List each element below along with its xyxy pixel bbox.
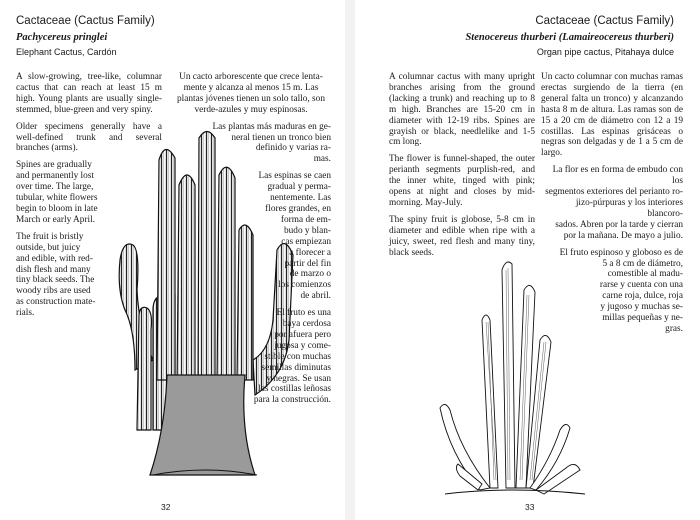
common-name: Elephant Cactus, Cardón [16,47,117,57]
paragraph: Las espinas se caen gradual y perma- nentemente. Las flores grandes, en forma de em- budo y blan- cas empiezan a florecer a partir del fin de marzo o los comienzos de abril. [258,171,331,302]
spanish-text-column [171,72,331,412]
common-name: Organ pipe cactus, Pitahaya dulce [536,47,674,57]
paragraph: A slow-growing, tree-like, columnar cactus that can reach at least 15 m high. Young plants are usually single-stemmed, blue-green and very spiny. [16,72,162,115]
paragraph: Un cacto columnar con muchas ramas erectas surgiendo de la tierra (en general falta un tronco) y alcanzando hasta 8 m de altura. Las ramas son de 15 a 20 cm de diámetro con 12 a 19 costillas. Las espinas grisáceas o negras son delgadas y de 1 a 5 cm de largo. [541,72,683,159]
paragraph: Spines are gradually and permanently lost over time. The large, tubular, white flowers begin to bloom in late March or early April. [16,160,98,225]
paragraph: Las plantas más maduras en ge- neral tienen un tronco bien definido y varias ra- mas. [212,121,331,165]
scientific-name: Stenocereus thurberi (Lamaireocereus thurberi) [465,32,674,43]
paragraph: El fruto espinoso y globoso es de 5 a 8 cm de diámetro, comestible al madu- rarse y cuenta con una carne roja, dulce, roja y jugoso y muchas se- millas pequeñas y ne- gras. [559,247,683,334]
family-heading: Cactaceae (Cactus Family) [16,15,155,27]
left-page [0,0,345,520]
paragraph: A columnar cactus with many upright branches arising from the ground (lacking a trunk) and reaching up to 8 m high. Branches are 15-20 cm in diameter with 12-19 ribs. Spines are grayish or black, needlelike and 1-5 cm long. [389,72,535,148]
paragraph: Un cacto arborescente que crece lenta- mente y alcanza al menos 15 m. Las plantas jóvenes tienen un solo tallo, son verde-azules y muy espinosas. [177,72,325,115]
page-number: 32 [161,502,171,512]
english-text-column [389,72,535,265]
paragraph: The spiny fruit is globose, 5-8 cm in diameter and edible when ripe with a juicy, sweet, red flesh and many tiny, black seeds. [389,214,535,258]
scientific-name: Pachycereus pringlei [16,32,108,43]
paragraph: La flor es en forma de embudo con los segmentos exteriores del perianto ro- jizo-púrpuras y los interiores blancoro- sados. Abren por la tarde y cierran por la mañana. De mayo a julio. [545,165,683,241]
right-page [355,0,700,520]
english-text-column [16,72,162,325]
paragraph: El fruto es una baya cerdosa por afuera pero jugosa y come- stible con muchas semillas diminutas y negras. Se usan las costillas leñosas para la construcción. [253,308,331,406]
paragraph: The fruit is bristly outside, but juicy and edible, with red- dish flesh and many tiny black seeds. The woody ribs are used as construction mate- rials. [16,231,96,319]
paragraph: Older specimens generally have a well-defined trunk and several branches (arms). [16,121,162,154]
family-heading: Cactaceae (Cactus Family) [535,15,674,27]
organ-pipe-cactus-illustration [420,250,600,498]
page-number: 33 [525,502,535,512]
paragraph: The flower is funnel-shaped, the outer perianth segments purplish-red, and the inner white, tinged with pink; opens at night and closes by mid-morning. May-July. [389,154,535,208]
book-gutter [345,0,355,520]
